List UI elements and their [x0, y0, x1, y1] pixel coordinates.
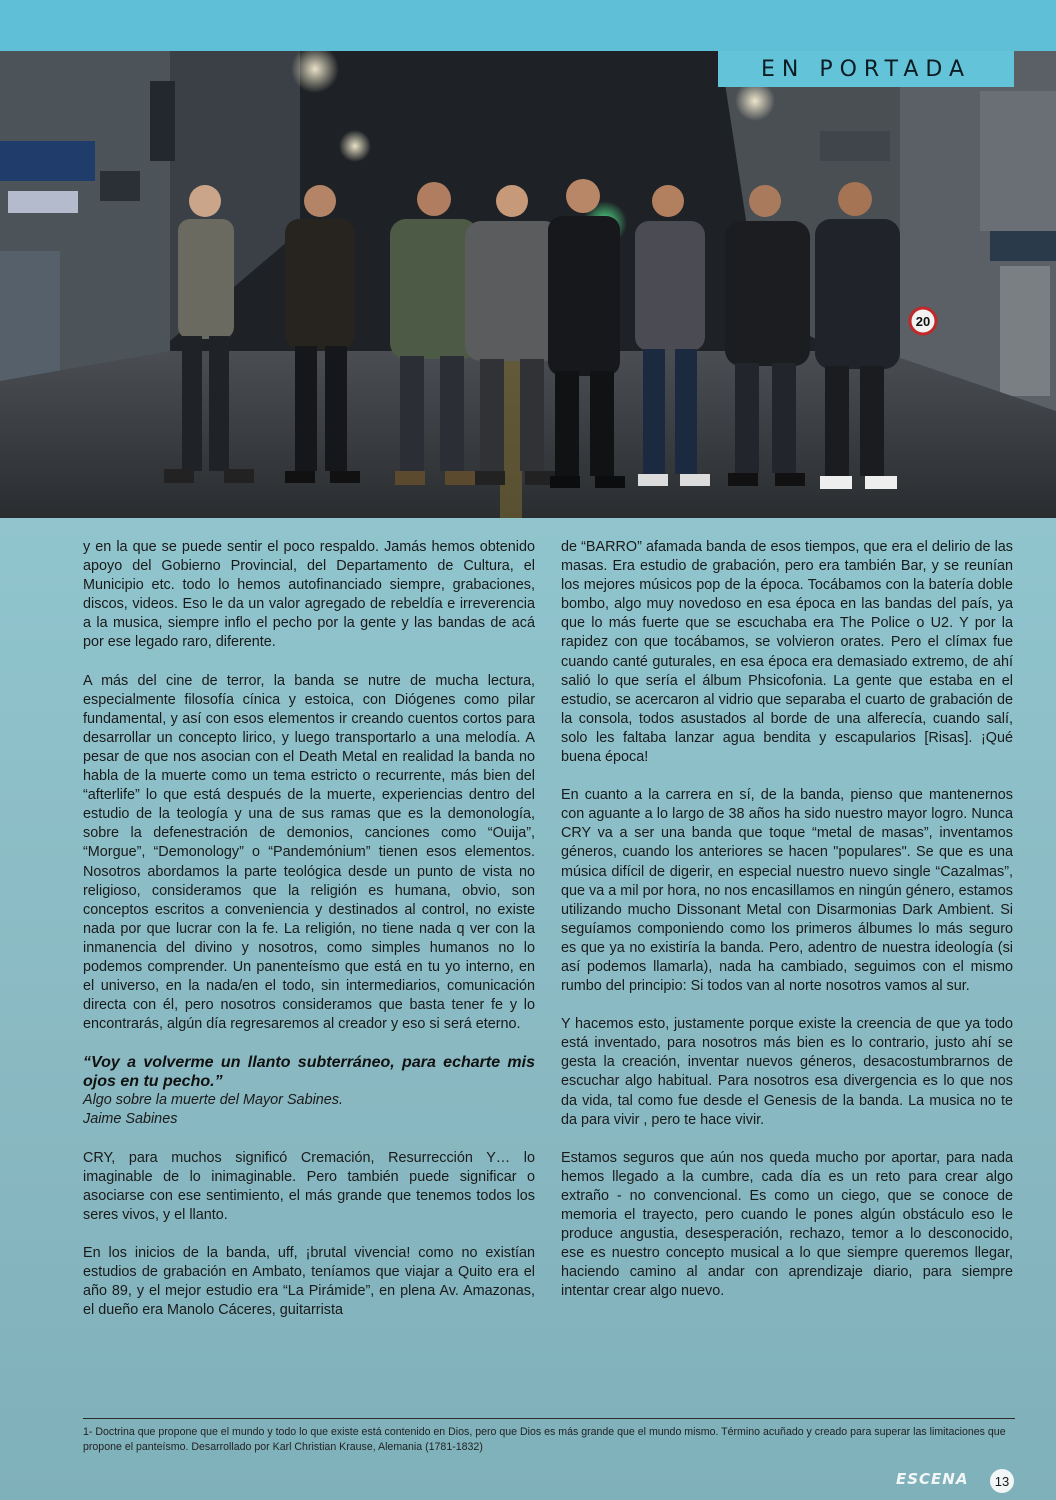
- page-number: 13: [990, 1469, 1014, 1493]
- footnote: 1- Doctrina que propone que el mundo y todo lo que existe está contenido en Dios, pero que Dios es más grande que el mundo mismo. Término acuñado y creado para superar las limitaciones que propone el panteísmo. Desarrollado por Karl Christian Krause, Alemania (1781-1832): [83, 1426, 1006, 1453]
- quote-text: “Voy a volverme un llanto subterráneo, para echarte mis ojos en tu pecho.”: [83, 1054, 535, 1091]
- quote-source: Algo sobre la muerte del Mayor Sabines.: [83, 1092, 343, 1109]
- quote-author: Jaime Sabines: [83, 1111, 178, 1128]
- right-paragraph-2: En cuanto a la carrera en sí, de la banda, pienso que mantenernos con aguante a lo largo de 38 años ha sido nuestro mayor logro. Nunca CRY va a ser una banda que toque “metal de masas”, inventamos géneros, cuando los anteriores se hacen "populares". Se que es una música difícil de digerir, en especial nuestro nuevo single “Cazalmas”, que va a mil por hora, no nos encasillamos en ningún género, estamos utilizando mucho Dissonant Metal con Disarmonias Dark Ambient. Si seguíamos componiendo como los primeros álbumes lo más seguro es que ya no existiría la banda. Pero, adentro de nuestra ideología (si así podemos llamarla), nada ha cambiado, seguimos con el mismo rumbo del principio: Si todos van al norte nosotros vamos al sur.: [561, 787, 1013, 995]
- magazine-logo: ESCENA: [896, 1470, 969, 1488]
- right-paragraph-4: Estamos seguros que aún nos queda mucho por aportar, para nada hemos llegado a la cumbre, cada día es un reto para crear algo extraño - no convencional. Es como un ciego, que se conoce de memoria el trayecto, pero cuando le pones algún obstáculo eso le produce angustia, desesperación, rechazo, temor a lo desconocido, ese es nuestro concepto musical a lo que siempre queremos llegar, haciendo camino al andar con aprendizaje diario, para siempre intentar crear algo nuevo.: [561, 1149, 1013, 1300]
- right-paragraph-3: Y hacemos esto, justamente porque existe la creencia de que ya todo está inventado, para nosotros más bien es lo contrario, justo ahí se gesta la creación, inventar nuevos géneros, desacostumbrarnos de escuchar algo habitual. Para nosotros esa divergencia es lo que nos da vida, tal como fue desde el Genesis de la banda. La musica no te da para vivir , pero te hace vivir.: [561, 1016, 1013, 1128]
- right-column: [561, 538, 1013, 1320]
- left-paragraph-2: A más del cine de terror, la banda se nutre de mucha lectura, especialmente filosofía cínica y estoica, con Diógenes como pilar fundamental, y así con esos elementos ir creando cuentos cortos para desarrollar un concepto lirico, y luego transportarlo a una melodía. A pesar de que nos asocian con el Death Metal en realidad la banda no habla de la muerte como un tema estricto o recurrente, más bien del “afterlife” lo que está después de la muerte, experiencias dentro del estudio de la teología y una de sus ramas que es la demonología, sobre la defenestración de demonios, canciones como “Ouija”, “Morgue”, “Demonology” o “Pandemónium” tienen esos elementos. Nosotros abordamos la parte teológica desde un punto de vista no religioso, consideramos que la religión es humana, obvio, son conceptos escritos a conveniencia y destinados al control, no existe nada por que lucrar con la fe. La religión, no tiene nada q ver con la inmanencia del divino y nosotros, como simples humanos no lo podemos comprender. Un panenteísmo que está en tu yo interno, en el universo, en la nada/en el todo, sin intermediarios, comunicación directa con él, pero nosotros consideramos que basta tener fe y lo encontrarás, algún día regresaremos al creador y eso si será eterno.: [83, 672, 535, 1033]
- left-paragraph-4: En los inicios de la banda, uff, ¡brutal vivencia! como no existían estudios de grabación en Ambato, teníamos que viajar a Quito era el año 89, y el mejor estudio era “La Pirámide”, en plena Av. Amazonas, el dueño era Manolo Cáceres, guitarrista: [83, 1244, 535, 1319]
- left-paragraph-1: y en la que se puede sentir el poco respaldo. Jamás hemos obtenido apoyo del Gobierno Provincial, del Departamento de Cultura, el Municipio etc. todo lo hemos autofinanciado siempre, grabaciones, discos, videos. Eso le da un valor agregado de rebeldía e irreverencia a la musica, siempre inflo el pecho por la gente y las bandas de acá por ese legado raro, diferente.: [83, 539, 535, 651]
- speed-sign-label: 20: [915, 314, 931, 329]
- section-label: EN PORTADA: [718, 51, 1014, 87]
- band-photo-illustration: [0, 51, 1056, 518]
- band-photo: [0, 51, 1056, 518]
- footnote-divider: [83, 1418, 1015, 1419]
- left-column: [83, 538, 535, 1339]
- top-bar: [0, 0, 1056, 51]
- right-paragraph-1: de “BARRO” afamada banda de esos tiempos, que era el delirio de las masas. Era estudio de grabación, pero era también Bar, y se reunían los mejores músicos pop de la época. Tocábamos con la batería doble bombo, algo muy novedoso en esa época en las bandas del país, ya que lo más fuerte que se escuchaba era The Police o U2. Y por la rapidez con que tocábamos, se volvieron orates. Pero el clímax fue cuando canté guturales, en esa época era demasiado extremo, de ahí salió lo que sería el álbum Phsicofonia. La gente que estaba en el estudio, se acercaron al vidrio que separaba el cuarto de grabación de la consola, todos asustados al borde de una alferecía, cuando salí, solo les faltaba lanzar agua bendita y escapularios [Risas]. ¡Qué buena época!: [561, 539, 1013, 766]
- pull-quote: [83, 1053, 535, 1129]
- left-paragraph-3: CRY, para muchos significó Cremación, Resurrección Y… lo imaginable de lo inimaginable. Pero también puede significar o asociarse con ese sentimiento, el más grande que tenemos todos los seres vivos, y el llanto.: [83, 1149, 535, 1223]
